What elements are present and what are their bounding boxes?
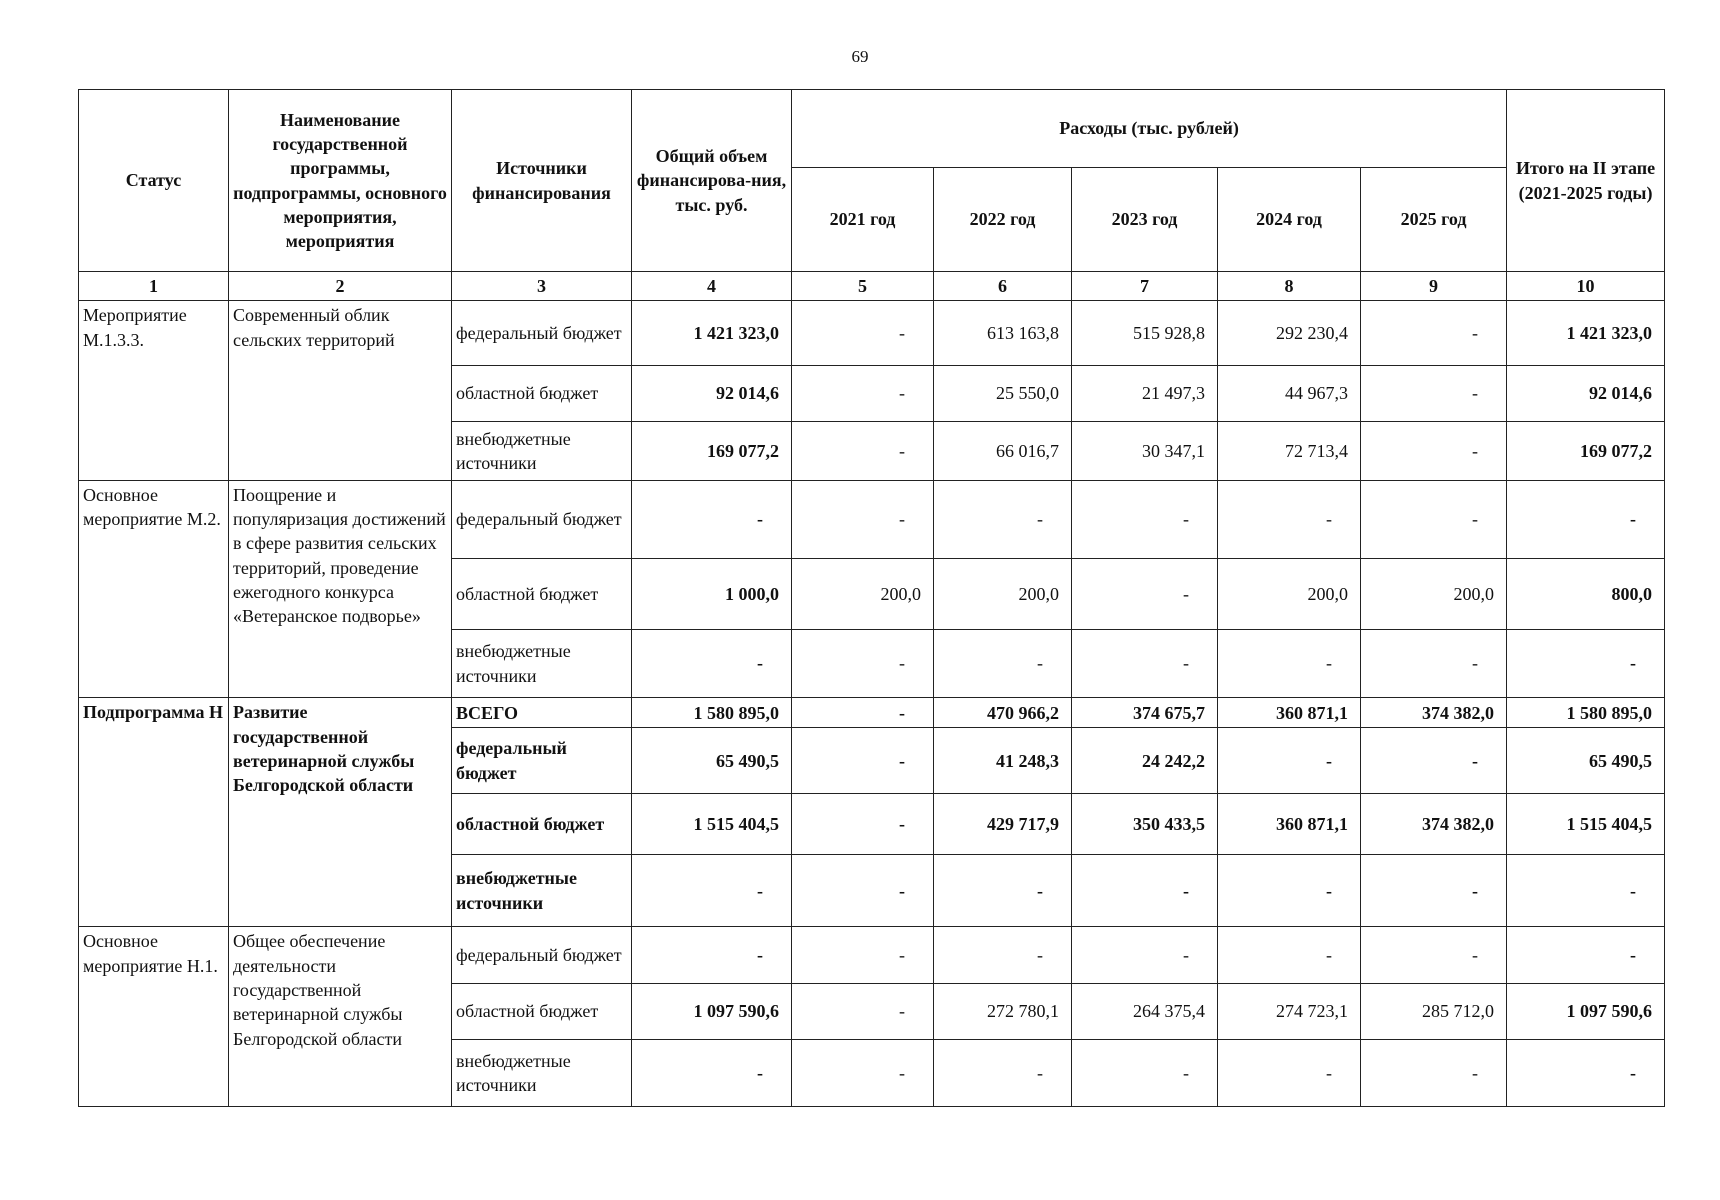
value-cell: - — [792, 983, 934, 1039]
column-number: 10 — [1507, 272, 1665, 301]
value-cell: 274 723,1 — [1218, 983, 1361, 1039]
value-cell: 24 242,2 — [1072, 727, 1218, 794]
column-number: 9 — [1361, 272, 1507, 301]
header-year-2025: 2025 год — [1361, 168, 1507, 272]
value-cell: - — [1361, 422, 1507, 480]
value-cell: - — [1218, 480, 1361, 559]
value-cell: 515 928,8 — [1072, 301, 1218, 366]
total-volume-cell: - — [632, 480, 792, 559]
status-cell: Подпрограмма Н — [79, 698, 229, 927]
value-cell: 374 675,7 — [1072, 698, 1218, 728]
source-cell: внебюджетные источники — [452, 1040, 632, 1107]
program-name-cell: Современный облик сельских территорий — [229, 301, 452, 480]
header-name: Наименование государственной программы, подпрограммы, основного мероприятия, мероприятия — [229, 90, 452, 272]
table-row — [79, 480, 1665, 559]
column-number: 7 — [1072, 272, 1218, 301]
value-cell: - — [1072, 559, 1218, 630]
source-cell: ВСЕГО — [452, 698, 632, 728]
status-cell: Основное мероприятие Н.1. — [79, 927, 229, 1107]
stage-total-cell: 65 490,5 — [1507, 727, 1665, 794]
stage-total-cell: 1 580 895,0 — [1507, 698, 1665, 728]
value-cell: - — [1072, 1040, 1218, 1107]
value-cell: - — [792, 927, 934, 983]
total-volume-cell: - — [632, 927, 792, 983]
stage-total-cell: 92 014,6 — [1507, 365, 1665, 421]
header-sources: Источники финансирования — [452, 90, 632, 272]
total-volume-cell: 169 077,2 — [632, 422, 792, 480]
stage-total-cell: - — [1507, 854, 1665, 927]
value-cell: 30 347,1 — [1072, 422, 1218, 480]
total-volume-cell: - — [632, 854, 792, 927]
total-volume-cell: 65 490,5 — [632, 727, 792, 794]
value-cell: - — [1072, 927, 1218, 983]
table-body — [79, 301, 1665, 1107]
source-cell: областной бюджет — [452, 794, 632, 854]
header-stage-total: Итого на II этапе (2021-2025 годы) — [1507, 90, 1665, 272]
value-cell: - — [792, 629, 934, 698]
value-cell: - — [934, 854, 1072, 927]
source-cell: областной бюджет — [452, 559, 632, 630]
source-cell: федеральный бюджет — [452, 927, 632, 983]
source-cell: областной бюджет — [452, 983, 632, 1039]
stage-total-cell: 800,0 — [1507, 559, 1665, 630]
value-cell: 200,0 — [934, 559, 1072, 630]
value-cell: 200,0 — [792, 559, 934, 630]
source-cell: внебюджетные источники — [452, 854, 632, 927]
value-cell: - — [792, 365, 934, 421]
value-cell: 44 967,3 — [1218, 365, 1361, 421]
stage-total-cell: - — [1507, 1040, 1665, 1107]
header-year-2024: 2024 год — [1218, 168, 1361, 272]
value-cell: - — [1218, 854, 1361, 927]
value-cell: - — [1361, 854, 1507, 927]
status-cell: Мероприятие М.1.3.3. — [79, 301, 229, 480]
header-status: Статус — [79, 90, 229, 272]
value-cell: 264 375,4 — [1072, 983, 1218, 1039]
value-cell: - — [792, 727, 934, 794]
status-cell: Основное мероприятие М.2. — [79, 480, 229, 698]
budget-table — [78, 89, 1665, 1107]
value-cell: 613 163,8 — [934, 301, 1072, 366]
stage-total-cell: - — [1507, 629, 1665, 698]
value-cell: 200,0 — [1361, 559, 1507, 630]
value-cell: - — [792, 1040, 934, 1107]
value-cell: - — [1361, 365, 1507, 421]
total-volume-cell: - — [632, 629, 792, 698]
value-cell: 470 966,2 — [934, 698, 1072, 728]
header-year-2021: 2021 год — [792, 168, 934, 272]
value-cell: - — [934, 927, 1072, 983]
table-row — [79, 698, 1665, 728]
program-name-cell: Развитие государственной ветеринарной службы Белгородской области — [229, 698, 452, 927]
header-expenses: Расходы (тыс. рублей) — [792, 90, 1507, 168]
header-year-2022: 2022 год — [934, 168, 1072, 272]
total-volume-cell: 1 421 323,0 — [632, 301, 792, 366]
value-cell: - — [1072, 480, 1218, 559]
total-volume-cell: 1 000,0 — [632, 559, 792, 630]
header-total-volume: Общий объем финансирова-ния, тыс. руб. — [632, 90, 792, 272]
value-cell: 41 248,3 — [934, 727, 1072, 794]
table-row — [79, 927, 1665, 983]
column-number: 5 — [792, 272, 934, 301]
page-number: 69 — [851, 47, 869, 66]
column-number: 3 — [452, 272, 632, 301]
value-cell: - — [1072, 854, 1218, 927]
column-number: 4 — [632, 272, 792, 301]
source-cell: внебюджетные источники — [452, 422, 632, 480]
source-cell: федеральный бюджет — [452, 301, 632, 366]
total-volume-cell: 1 515 404,5 — [632, 794, 792, 854]
value-cell: - — [1072, 629, 1218, 698]
total-volume-cell: 1 097 590,6 — [632, 983, 792, 1039]
value-cell: - — [934, 1040, 1072, 1107]
total-volume-cell: 1 580 895,0 — [632, 698, 792, 728]
value-cell: - — [1218, 727, 1361, 794]
total-volume-cell: 92 014,6 — [632, 365, 792, 421]
value-cell: - — [792, 480, 934, 559]
value-cell: 25 550,0 — [934, 365, 1072, 421]
stage-total-cell: 1 097 590,6 — [1507, 983, 1665, 1039]
value-cell: 66 016,7 — [934, 422, 1072, 480]
value-cell: 292 230,4 — [1218, 301, 1361, 366]
value-cell: 72 713,4 — [1218, 422, 1361, 480]
stage-total-cell: - — [1507, 927, 1665, 983]
value-cell: - — [792, 698, 934, 728]
column-number: 1 — [79, 272, 229, 301]
header-year-2023: 2023 год — [1072, 168, 1218, 272]
value-cell: 374 382,0 — [1361, 698, 1507, 728]
source-cell: федеральный бюджет — [452, 480, 632, 559]
value-cell: 374 382,0 — [1361, 794, 1507, 854]
value-cell: 360 871,1 — [1218, 794, 1361, 854]
value-cell: - — [934, 480, 1072, 559]
value-cell: - — [1361, 727, 1507, 794]
value-cell: - — [1361, 480, 1507, 559]
stage-total-cell: 169 077,2 — [1507, 422, 1665, 480]
value-cell: - — [792, 854, 934, 927]
value-cell: - — [1218, 1040, 1361, 1107]
value-cell: - — [1361, 1040, 1507, 1107]
value-cell: 285 712,0 — [1361, 983, 1507, 1039]
column-number: 6 — [934, 272, 1072, 301]
value-cell: - — [1361, 629, 1507, 698]
value-cell: - — [1361, 301, 1507, 366]
value-cell: 360 871,1 — [1218, 698, 1361, 728]
value-cell: - — [1218, 629, 1361, 698]
column-number-row — [79, 272, 1665, 301]
value-cell: - — [1218, 927, 1361, 983]
value-cell: - — [792, 794, 934, 854]
column-number: 2 — [229, 272, 452, 301]
source-cell: областной бюджет — [452, 365, 632, 421]
value-cell: - — [792, 422, 934, 480]
value-cell: 429 717,9 — [934, 794, 1072, 854]
value-cell: 200,0 — [1218, 559, 1361, 630]
program-name-cell: Поощрение и популяризация достижений в сфере развития сельских территорий, проведение ежегодного конкурса «Ветеранское подворье» — [229, 480, 452, 698]
value-cell: - — [934, 629, 1072, 698]
table-row — [79, 301, 1665, 366]
value-cell: 272 780,1 — [934, 983, 1072, 1039]
value-cell: - — [792, 301, 934, 366]
program-name-cell: Общее обеспечение деятельности государственной ветеринарной службы Белгородской области — [229, 927, 452, 1107]
value-cell: - — [1361, 927, 1507, 983]
source-cell: федеральный бюджет — [452, 727, 632, 794]
value-cell: 350 433,5 — [1072, 794, 1218, 854]
value-cell: 21 497,3 — [1072, 365, 1218, 421]
stage-total-cell: 1 421 323,0 — [1507, 301, 1665, 366]
total-volume-cell: - — [632, 1040, 792, 1107]
source-cell: внебюджетные источники — [452, 629, 632, 698]
stage-total-cell: - — [1507, 480, 1665, 559]
column-number: 8 — [1218, 272, 1361, 301]
stage-total-cell: 1 515 404,5 — [1507, 794, 1665, 854]
